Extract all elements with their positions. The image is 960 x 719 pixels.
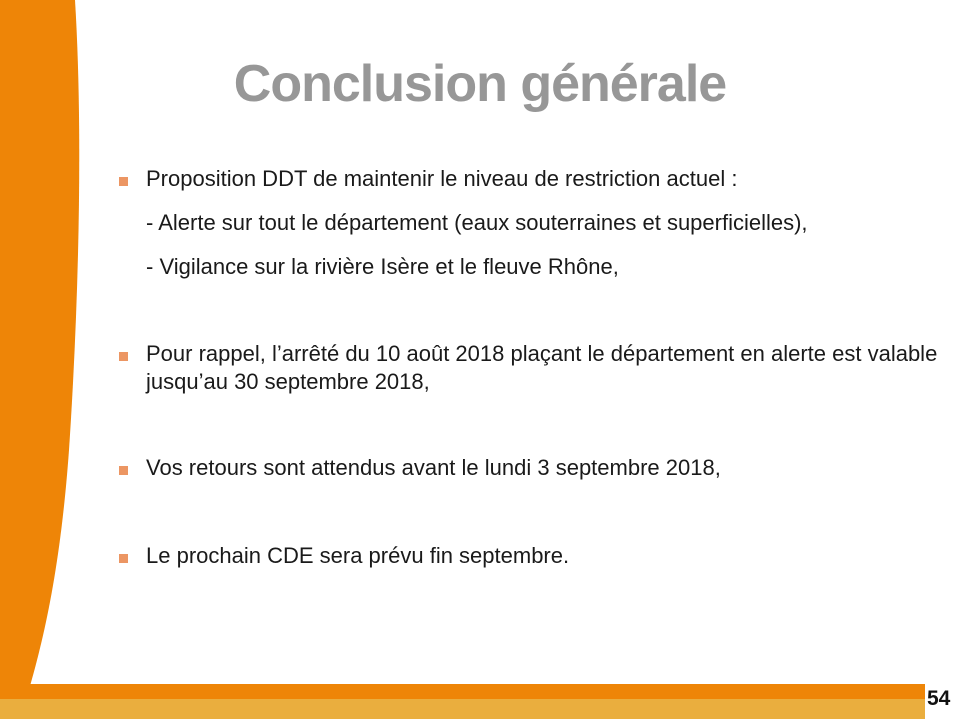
bullet-item-prochain-cde (0, 542, 960, 570)
footer-band-dark (0, 684, 925, 699)
bullet-item-rappel (0, 340, 960, 396)
bullet-text: Vos retours sont attendus avant le lundi 3 septembre 2018, (146, 455, 721, 480)
square-bullet-icon (119, 554, 128, 563)
bullet-text: Le prochain CDE sera prévu fin septembre. (146, 543, 570, 568)
bullet-subline: - Alerte sur tout le département (eaux souterraines et superficielles), (146, 210, 808, 235)
square-bullet-icon (119, 352, 128, 361)
bullet-text: Proposition DDT de maintenir le niveau de restriction actuel : (146, 166, 738, 191)
slide-title: Conclusion générale (233, 55, 727, 113)
square-bullet-icon (119, 177, 128, 186)
page-number: 54 (927, 687, 951, 710)
square-bullet-icon (119, 466, 128, 475)
bullet-item-retours (0, 454, 960, 482)
bullet-subline: - Vigilance sur la rivière Isère et le fleuve Rhône, (146, 254, 619, 279)
bullet-text: Pour rappel, l’arrêté du 10 août 2018 plaçant le département en alerte est valable jusqu’au 30 septembre 2018, (146, 341, 938, 394)
bullet-item-proposition (0, 165, 960, 281)
footer-band-light (0, 699, 925, 719)
